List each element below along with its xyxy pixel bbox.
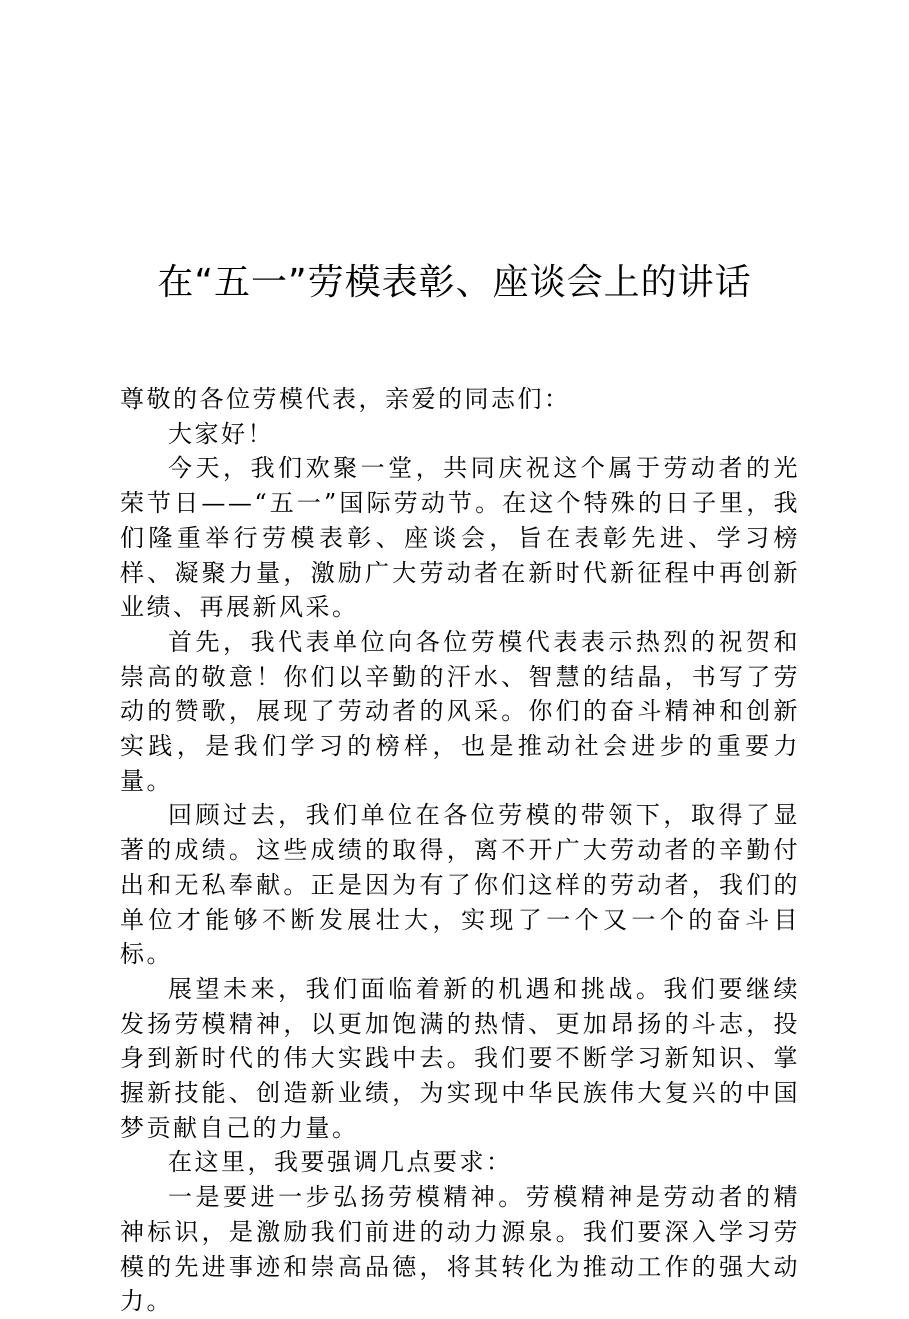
paragraph-congratulation: 首先，我代表单位向各位劳模代表表示热烈的祝贺和崇高的敬意！你们以辛勤的汗水、智慧的结晶，书写了劳动的赞歌，展现了劳动者的风采。你们的奋斗精神和创新实践，是我们学习的榜样，也是推动社会进步的重要力量。 <box>120 627 800 795</box>
paragraph-greeting: 大家好！ <box>168 419 274 448</box>
paragraph-opening: 今天，我们欢聚一堂，共同庆祝这个属于劳动者的光荣节日——“五一”国际劳动节。在这个特殊的日子里，我们隆重举行劳模表彰、座谈会，旨在表彰先进、学习榜样、凝聚力量，激励广大劳动者在新时代新征程中再创新业绩、再展新风采。 <box>120 454 800 622</box>
document-title: 在“五一”劳模表彰、座谈会上的讲话 <box>157 262 752 303</box>
salutation: 尊敬的各位劳模代表，亲爱的同志们： <box>120 385 571 413</box>
paragraph-requirement-one: 一是要进一步弘扬劳模精神。劳模精神是劳动者的精神标识，是激励我们前进的动力源泉。我们要深入学习劳模的先进事迹和崇高品德，将其转化为推动工作的强大动力。 <box>120 1183 800 1316</box>
paragraph-outlook: 展望未来，我们面临着新的机遇和挑战。我们要继续发扬劳模精神，以更加饱满的热情、更加昂扬的斗志，投身到新时代的伟大实践中去。我们要不断学习新知识、掌握新技能、创造新业绩，为实现中华民族伟大复兴的中国梦贡献自己的力量。 <box>120 974 800 1142</box>
document-body <box>120 382 800 1319</box>
paragraph-requirements-intro: 在这里，我要强调几点要求： <box>168 1148 513 1177</box>
paragraph-review: 回顾过去，我们单位在各位劳模的带领下，取得了显著的成绩。这些成绩的取得，离不开广大劳动者的辛勤付出和无私奉献。正是因为有了你们这样的劳动者，我们的单位才能够不断发展壮大，实现了一个又一个的奋斗目标。 <box>120 801 800 969</box>
